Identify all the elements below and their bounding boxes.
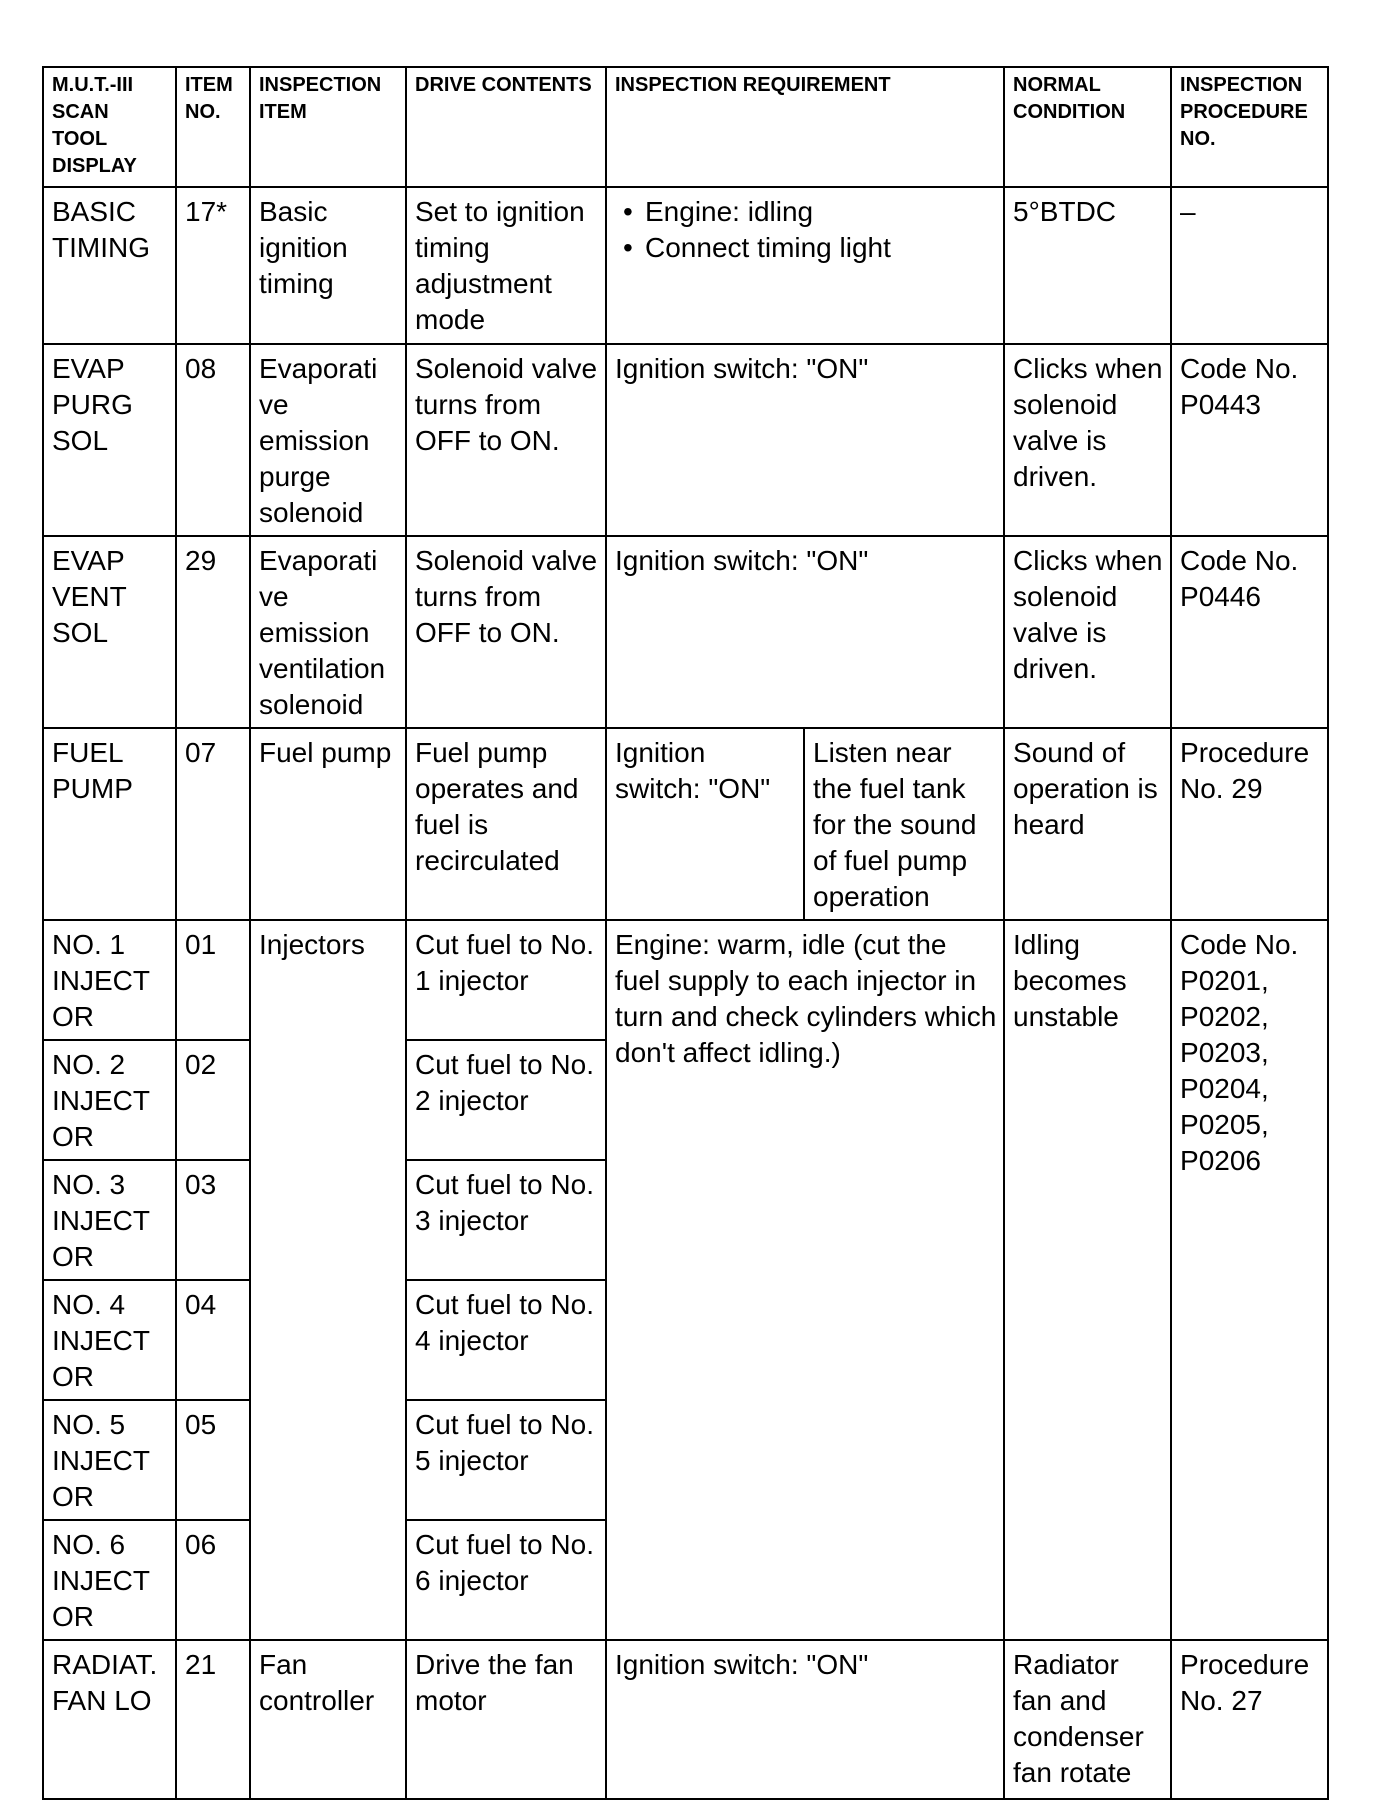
display-cell: NO. 2 INJECT OR xyxy=(43,1040,176,1160)
item-no-cell: 17* xyxy=(176,187,250,344)
requirement-item: • Connect timing light xyxy=(615,230,997,266)
procedure-cell: – xyxy=(1171,187,1328,344)
procedure-cell: Code No. P0446 xyxy=(1171,536,1328,728)
drive-contents-cell: Solenoid valve turns from OFF to ON. xyxy=(406,344,606,536)
drive-contents-cell: Cut fuel to No. 3 injector xyxy=(406,1160,606,1280)
procedure-cell: Code No. P0201, P0202, P0203, P0204, P0205, P0206 xyxy=(1171,920,1328,1640)
requirement-list xyxy=(615,194,997,266)
item-no-cell: 06 xyxy=(176,1520,250,1640)
inspection-requirement-cell: Ignition switch: "ON" xyxy=(606,728,804,920)
header-inspection-requirement: INSPECTION REQUIREMENT xyxy=(606,67,1004,187)
table-row xyxy=(43,728,1328,920)
item-no-cell: 03 xyxy=(176,1160,250,1280)
table-row xyxy=(43,536,1328,728)
display-cell: NO. 3 INJECT OR xyxy=(43,1160,176,1280)
header-item-no: ITEM NO. xyxy=(176,67,250,187)
item-no-cell: 07 xyxy=(176,728,250,920)
requirement-item: • Engine: idling xyxy=(615,194,997,230)
drive-contents-cell: Set to ignition timing adjustment mode xyxy=(406,187,606,344)
normal-condition-cell: Clicks when solenoid valve is driven. xyxy=(1004,536,1171,728)
header-row xyxy=(43,67,1328,187)
item-no-cell: 04 xyxy=(176,1280,250,1400)
item-no-cell: 29 xyxy=(176,536,250,728)
drive-contents-cell: Cut fuel to No. 5 injector xyxy=(406,1400,606,1520)
table-row xyxy=(43,1640,1328,1799)
header-normal-condition: NORMAL CONDITION xyxy=(1004,67,1171,187)
actuator-test-table xyxy=(42,66,1329,1800)
inspection-item-cell: Basic ignition timing xyxy=(250,187,406,344)
normal-condition-cell: 5°BTDC xyxy=(1004,187,1171,344)
procedure-cell: Procedure No. 27 xyxy=(1171,1640,1328,1799)
display-cell: EVAP VENT SOL xyxy=(43,536,176,728)
display-cell: FUEL PUMP xyxy=(43,728,176,920)
display-cell: RADIAT. FAN LO xyxy=(43,1640,176,1799)
display-cell: BASIC TIMING xyxy=(43,187,176,344)
normal-condition-cell: Clicks when solenoid valve is driven. xyxy=(1004,344,1171,536)
normal-condition-cell: Sound of operation is heard xyxy=(1004,728,1171,920)
display-cell: EVAP PURG SOL xyxy=(43,344,176,536)
inspection-requirement-cell: Engine: warm, idle (cut the fuel supply to each injector in turn and check cylinders which don't affect idling.) xyxy=(606,920,1004,1640)
drive-contents-cell: Cut fuel to No. 2 injector xyxy=(406,1040,606,1160)
inspection-item-cell: Injectors xyxy=(250,920,406,1640)
normal-condition-cell: Radiator fan and condenser fan rotate xyxy=(1004,1640,1171,1799)
inspection-item-cell: Fuel pump xyxy=(250,728,406,920)
drive-contents-cell: Solenoid valve turns from OFF to ON. xyxy=(406,536,606,728)
display-cell: NO. 1 INJECT OR xyxy=(43,920,176,1040)
drive-contents-cell: Cut fuel to No. 4 injector xyxy=(406,1280,606,1400)
inspection-requirement-cell xyxy=(606,187,1004,344)
drive-contents-cell: Drive the fan motor xyxy=(406,1640,606,1799)
drive-contents-cell: Cut fuel to No. 1 injector xyxy=(406,920,606,1040)
header-procedure-no: INSPECTION PROCEDURE NO. xyxy=(1171,67,1328,187)
display-cell: NO. 5 INJECT OR xyxy=(43,1400,176,1520)
drive-contents-cell: Cut fuel to No. 6 injector xyxy=(406,1520,606,1640)
inspection-requirement-detail-cell: Listen near the fuel tank for the sound of fuel pump operation xyxy=(804,728,1004,920)
table-row xyxy=(43,920,1328,1040)
inspection-requirement-cell: Ignition switch: "ON" xyxy=(606,1640,1004,1799)
drive-contents-cell: Fuel pump operates and fuel is recirculated xyxy=(406,728,606,920)
header-inspection-item: INSPECTION ITEM xyxy=(250,67,406,187)
table-row xyxy=(43,187,1328,344)
display-cell: NO. 6 INJECT OR xyxy=(43,1520,176,1640)
inspection-item-cell: Evaporati ve emission ventilation solenoid xyxy=(250,536,406,728)
item-no-cell: 01 xyxy=(176,920,250,1040)
item-no-cell: 21 xyxy=(176,1640,250,1799)
header-display: M.U.T.-III SCAN TOOL DISPLAY xyxy=(43,67,176,187)
inspection-requirement-cell: Ignition switch: "ON" xyxy=(606,344,1004,536)
procedure-cell: Code No. P0443 xyxy=(1171,344,1328,536)
display-cell: NO. 4 INJECT OR xyxy=(43,1280,176,1400)
inspection-requirement-cell: Ignition switch: "ON" xyxy=(606,536,1004,728)
inspection-item-cell: Evaporati ve emission purge solenoid xyxy=(250,344,406,536)
normal-condition-cell: Idling becomes unstable xyxy=(1004,920,1171,1640)
table-row xyxy=(43,344,1328,536)
inspection-item-cell: Fan controller xyxy=(250,1640,406,1799)
header-drive-contents: DRIVE CONTENTS xyxy=(406,67,606,187)
item-no-cell: 05 xyxy=(176,1400,250,1520)
item-no-cell: 08 xyxy=(176,344,250,536)
item-no-cell: 02 xyxy=(176,1040,250,1160)
procedure-cell: Procedure No. 29 xyxy=(1171,728,1328,920)
